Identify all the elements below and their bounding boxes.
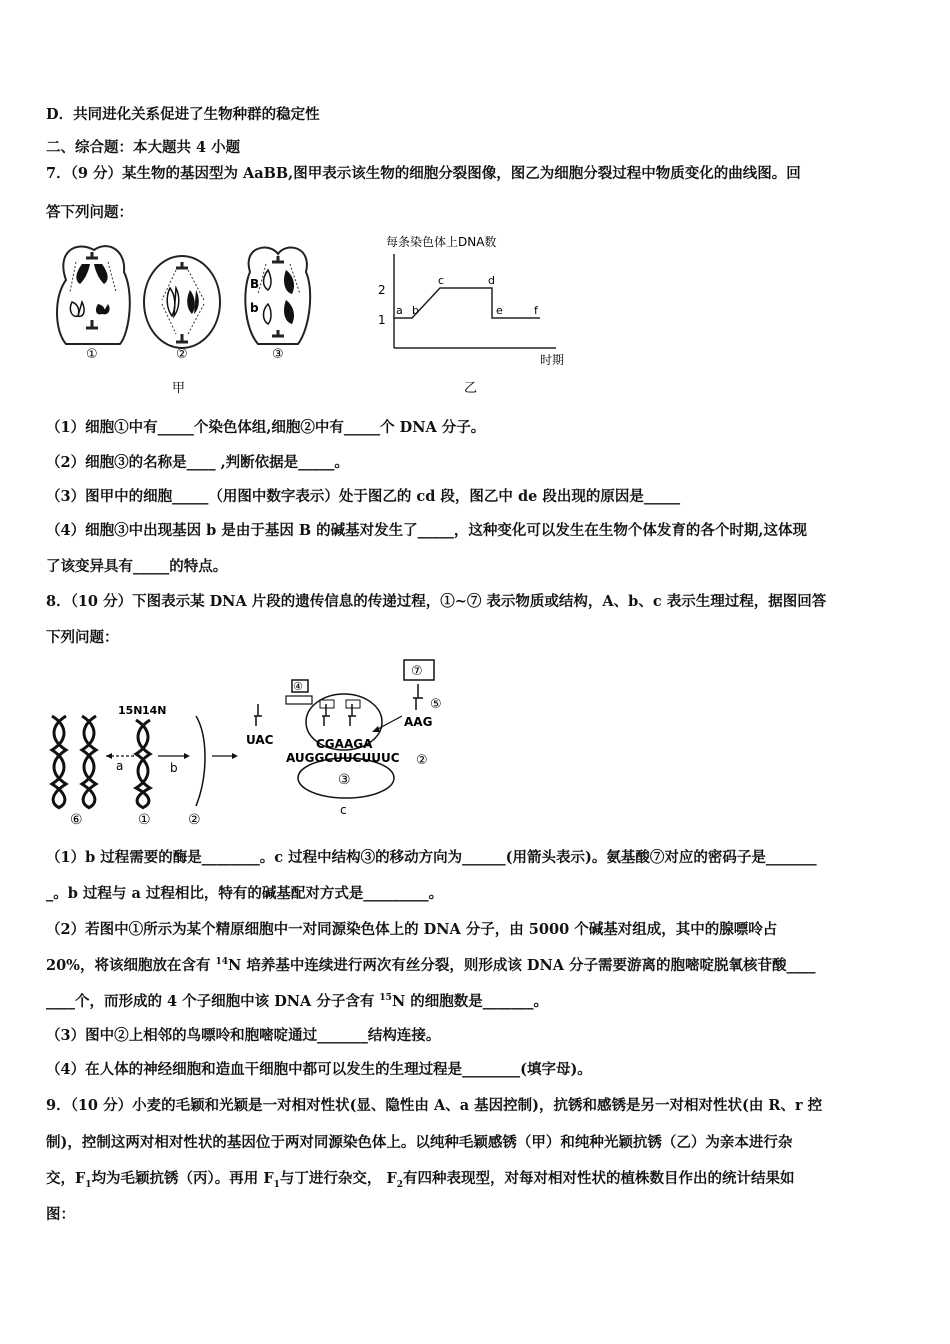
q8-part1-line2: _。b 过程与 a 过程相比，特有的碱基配对方式是_________。 (46, 885, 444, 902)
q9-stem-line2: 制)，控制这两对相对性状的基因位于两对同源染色体上。以纯种毛颖感锈（甲）和纯种光颖抗锈（乙）为亲本进行杂 (46, 1134, 793, 1151)
label-3: ③ (338, 772, 351, 788)
q9-seg2: 均为毛颖抗锈（丙）。再用 F (91, 1170, 274, 1187)
gene-label-b: b (250, 301, 259, 315)
cell-3-label: ③ (272, 347, 284, 362)
q7-part1: （1）细胞①中有_____个染色体组,细胞②中有_____个 DNA 分子。 (46, 419, 486, 436)
q9-stem-line1: 9．（10 分）小麦的毛颖和光颖是一对相对性状(显、隐性由 A、a 基因控制)，抗锈和感锈是另一对相对性状(由 R、r 控 (46, 1097, 823, 1114)
q9-stem-line3 (46, 1167, 795, 1190)
q8-part2-line3-post: N 的细胞数是_______。 (391, 993, 549, 1010)
cell-1-label: ① (86, 347, 98, 362)
subscript-1a: 1 (85, 1179, 92, 1190)
q9-seg3: 与丁进行杂交， F (279, 1170, 397, 1187)
process-a: a (116, 759, 124, 773)
codon-UAC: UAC (246, 733, 274, 747)
tick-1: 1 (378, 313, 386, 327)
tick-2: 2 (378, 283, 386, 297)
cell-2 (144, 256, 220, 362)
label-1: ① (138, 812, 151, 826)
point-e: e (496, 304, 503, 317)
label-5: ⑤ (430, 697, 442, 712)
figure-yi (370, 232, 590, 402)
q8-part2-line3-pre: ____个，而形成的 4 个子细胞中该 DNA 分子含有 (46, 993, 380, 1010)
point-f: f (534, 304, 538, 317)
gene-label-B: B (250, 277, 260, 291)
process-c: c (340, 803, 347, 817)
q9-seg1: 交，F (46, 1170, 86, 1187)
figure-jia-caption: 甲 (172, 381, 186, 396)
q7-stem-line1: 7．（9 分）某生物的基因型为 AaBB,图甲表示该生物的细胞分裂图像，图乙为细胞分裂过程中物质变化的曲线图。回 (46, 165, 801, 182)
label-2: ② (188, 812, 201, 826)
q8-part2-line2 (46, 954, 816, 975)
q8-part2-line1: （2）若图中①所示为某个精原细胞中一对同源染色体上的 DNA 分子，由 5000 个碱基对组成，其中的腺嘌呤占 (46, 921, 778, 938)
label-2-mrna: ② (416, 753, 428, 768)
codon-AAG: AAG (404, 715, 433, 729)
figure-yi-caption: 乙 (464, 381, 478, 396)
q8-part4: （4）在人体的神经细胞和造血干细胞中都可以发生的生理过程是________(填字母)。 (46, 1061, 592, 1078)
point-a: a (396, 304, 403, 317)
cell-2-label: ② (176, 347, 188, 362)
q8-part2-line2-pre: 20%，将该细胞放在含有 (46, 957, 216, 974)
point-c: c (438, 274, 445, 287)
dna-helix-6 (52, 716, 96, 808)
label-7: ⑦ (411, 664, 423, 679)
figure-q8 (46, 656, 446, 826)
dna-helix-1 (136, 720, 150, 808)
q7-part4-line1: （4）细胞③中出现基因 b 是由于基因 B 的碱基对发生了_____，这种变化可以发生在生物个体发育的各个时期,这体现 (46, 522, 807, 539)
q9-seg4: 有四种表现型，对每对相对性状的植株数目作出的统计结果如 (403, 1170, 795, 1187)
anticodon-seq: CGAAGA (316, 737, 373, 751)
q7-part4-line2: 了该变异具有_____的特点。 (46, 558, 228, 575)
q7-part3: （3）图甲中的细胞_____（用图中数字表示）处于图乙的 cd 段，图乙中 de 段出现的原因是_____ (46, 488, 681, 505)
q8-part2-line3 (46, 990, 548, 1011)
section-heading: 二、综合题：本大题共 4 小题 (46, 139, 241, 156)
subscript-2: 2 (396, 1179, 404, 1190)
q9-stem-line4: 图： (46, 1206, 75, 1223)
isotope-14N: 14N (142, 704, 167, 717)
label-6: ⑥ (70, 812, 83, 826)
point-b: b (412, 304, 419, 317)
superscript-14: 14 (215, 957, 229, 968)
label-4: ④ (293, 680, 303, 693)
cell-3 (245, 248, 310, 362)
subscript-1b: 1 (273, 1179, 280, 1190)
q7-stem-line2: 答下列问题： (46, 204, 133, 221)
option-d: D．共同进化关系促进了生物种群的稳定性 (46, 106, 320, 123)
process-b: b (170, 761, 178, 775)
q8-part1-line1: （1）b 过程需要的酶是________。c 过程中结构③的移动方向为______(用箭头表示)。氨基酸⑦对应的密码子是_______ (46, 849, 817, 866)
mrna-seq: AUGGCUUCUUUC (286, 751, 400, 765)
superscript-15: 15 (379, 993, 392, 1004)
chart-xlabel: 时期 (540, 353, 565, 367)
figure-jia (46, 232, 346, 402)
q8-stem-line1: 8．（10 分）下图表示某 DNA 片段的遗传信息的传递过程，①~⑦ 表示物质或结构，A、b、c 表示生理过程，据图回答 (46, 593, 827, 610)
q8-part3: （3）图中②上相邻的鸟嘌呤和胞嘧啶通过_______结构连接。 (46, 1027, 441, 1044)
point-d: d (488, 274, 495, 287)
q8-part2-line2-post: N 培养基中连续进行两次有丝分裂，则形成该 DNA 分子需要游离的胞嘧啶脱氧核苷酸____ (228, 957, 816, 974)
q8-stem-line2: 下列问题： (46, 629, 119, 646)
chart-ylabel: 每条染色体上DNA数 (386, 235, 497, 249)
cell-1 (57, 246, 130, 362)
q7-part2: （2）细胞③的名称是____ ,判断依据是_____。 (46, 454, 349, 471)
isotope-15N: 15N (118, 704, 143, 717)
